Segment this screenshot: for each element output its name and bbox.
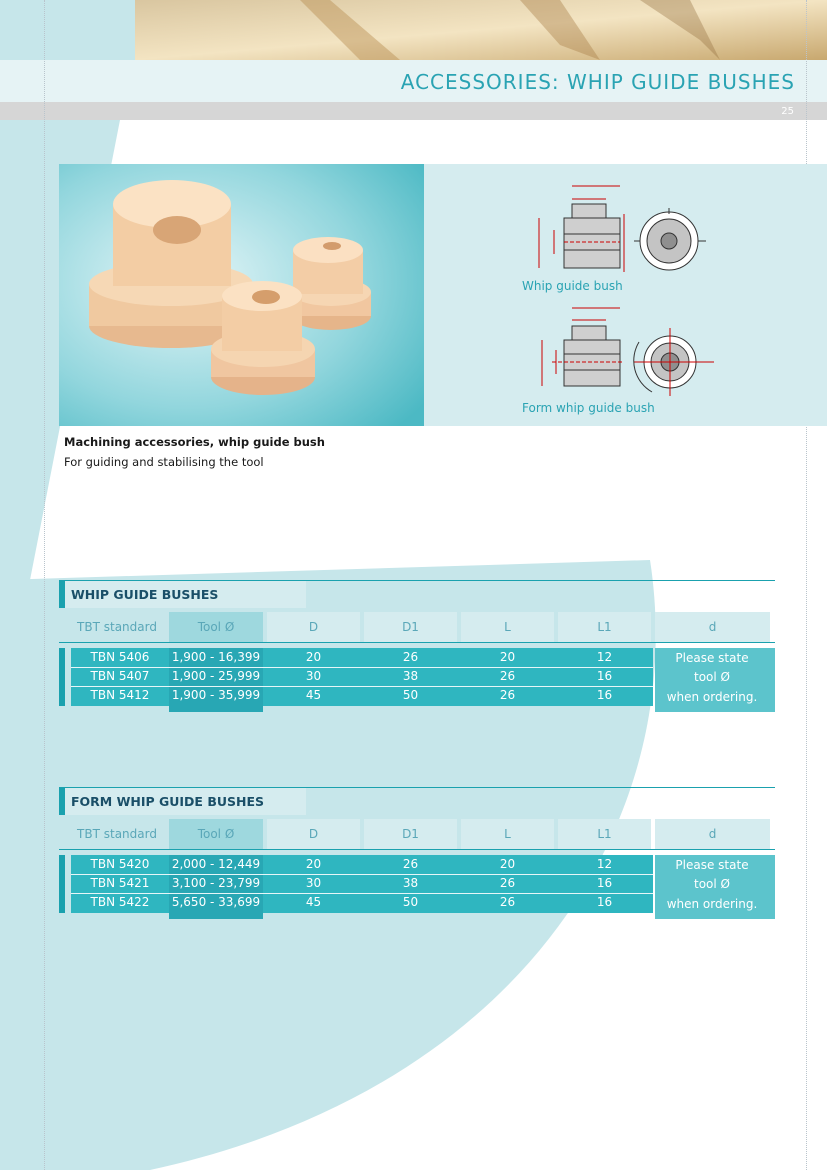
order-note-line: when ordering. xyxy=(666,897,758,911)
table-cell: TBN 5406 xyxy=(90,650,150,664)
header-rule xyxy=(59,849,775,850)
table-cell: 26 xyxy=(402,857,419,871)
order-note-line: Please state xyxy=(675,651,749,665)
order-note-line: when ordering. xyxy=(666,690,758,704)
column-header: d xyxy=(655,819,770,849)
table-cell: 30 xyxy=(305,669,322,683)
column-header: D1 xyxy=(364,612,457,642)
column-header: TBT standard xyxy=(77,827,157,841)
table-cell: 1,900 - 25,999 xyxy=(171,669,261,683)
table-cell: 50 xyxy=(402,895,419,909)
column-header: Tool Ø xyxy=(169,612,263,642)
intro-text: For guiding and stabilising the tool xyxy=(64,455,264,469)
table-cell: 38 xyxy=(402,669,419,683)
table-title: WHIP GUIDE BUSHES xyxy=(59,581,306,608)
table-cell: 12 xyxy=(596,857,613,871)
column-header: D xyxy=(267,612,360,642)
table-cell: 2,000 - 12,449 xyxy=(171,857,261,871)
column-header: L xyxy=(461,819,554,849)
table-cell: TBN 5412 xyxy=(90,688,150,702)
table-cell: TBN 5407 xyxy=(90,669,150,683)
page-title: ACCESSORIES: WHIP GUIDE BUSHES xyxy=(400,70,795,94)
order-note-line: tool Ø xyxy=(694,877,730,891)
table-cell: 20 xyxy=(305,857,322,871)
table-title: FORM WHIP GUIDE BUSHES xyxy=(59,788,306,815)
table-cell: 26 xyxy=(499,895,516,909)
page-number: 25 xyxy=(781,106,794,117)
table-cell: 26 xyxy=(499,688,516,702)
column-header: L1 xyxy=(558,819,651,849)
table-cell: 16 xyxy=(596,669,613,683)
table-cell: 5,650 - 33,699 xyxy=(171,895,261,909)
table-cell: 26 xyxy=(402,650,419,664)
whip-guide-bush-front-view xyxy=(634,208,706,270)
product-photo xyxy=(59,164,424,426)
bush-drawings xyxy=(424,164,827,426)
table-cell: 12 xyxy=(596,650,613,664)
table-cell: 20 xyxy=(499,857,516,871)
table-cell: TBN 5421 xyxy=(90,876,150,890)
whip-guide-bush-caption: Whip guide bush xyxy=(522,279,623,293)
column-header: D1 xyxy=(364,819,457,849)
margin-guide-left xyxy=(44,0,45,1170)
table-cell: 16 xyxy=(596,876,613,890)
table-cell: 16 xyxy=(596,688,613,702)
table-cell: 50 xyxy=(402,688,419,702)
form-whip-guide-bush-section-drawing xyxy=(542,308,624,386)
column-header: L xyxy=(461,612,554,642)
table-cell: 1,900 - 35,999 xyxy=(171,688,261,702)
form-whip-guide-bush-front-view xyxy=(634,328,714,396)
order-note-line: Please state xyxy=(675,858,749,872)
header-rule xyxy=(59,642,775,643)
row-accent-bar xyxy=(59,648,65,706)
table-cell: TBN 5422 xyxy=(90,895,150,909)
table-cell: 26 xyxy=(499,876,516,890)
table-cell: 26 xyxy=(499,669,516,683)
column-header: d xyxy=(655,612,770,642)
form-whip-guide-bush-caption: Form whip guide bush xyxy=(522,401,655,415)
row-accent-bar xyxy=(59,855,65,913)
table-cell: 1,900 - 16,399 xyxy=(171,650,261,664)
table-cell: 45 xyxy=(305,895,322,909)
table-cell: TBN 5420 xyxy=(90,857,150,871)
column-header: L1 xyxy=(558,612,651,642)
table-cell: 20 xyxy=(499,650,516,664)
technical-drawings-panel xyxy=(424,164,827,426)
column-header: D xyxy=(267,819,360,849)
whip-guide-bush-section-drawing xyxy=(539,186,624,272)
table-cell: 38 xyxy=(402,876,419,890)
order-note-line: tool Ø xyxy=(694,670,730,684)
table-cell: 16 xyxy=(596,895,613,909)
table-cell: 3,100 - 23,799 xyxy=(171,876,261,890)
table-cell: 45 xyxy=(305,688,322,702)
column-header: Tool Ø xyxy=(169,819,263,849)
table-cell: 20 xyxy=(305,650,322,664)
intro-title: Machining accessories, whip guide bush xyxy=(64,435,325,449)
table-cell: 30 xyxy=(305,876,322,890)
column-header: TBT standard xyxy=(77,620,157,634)
